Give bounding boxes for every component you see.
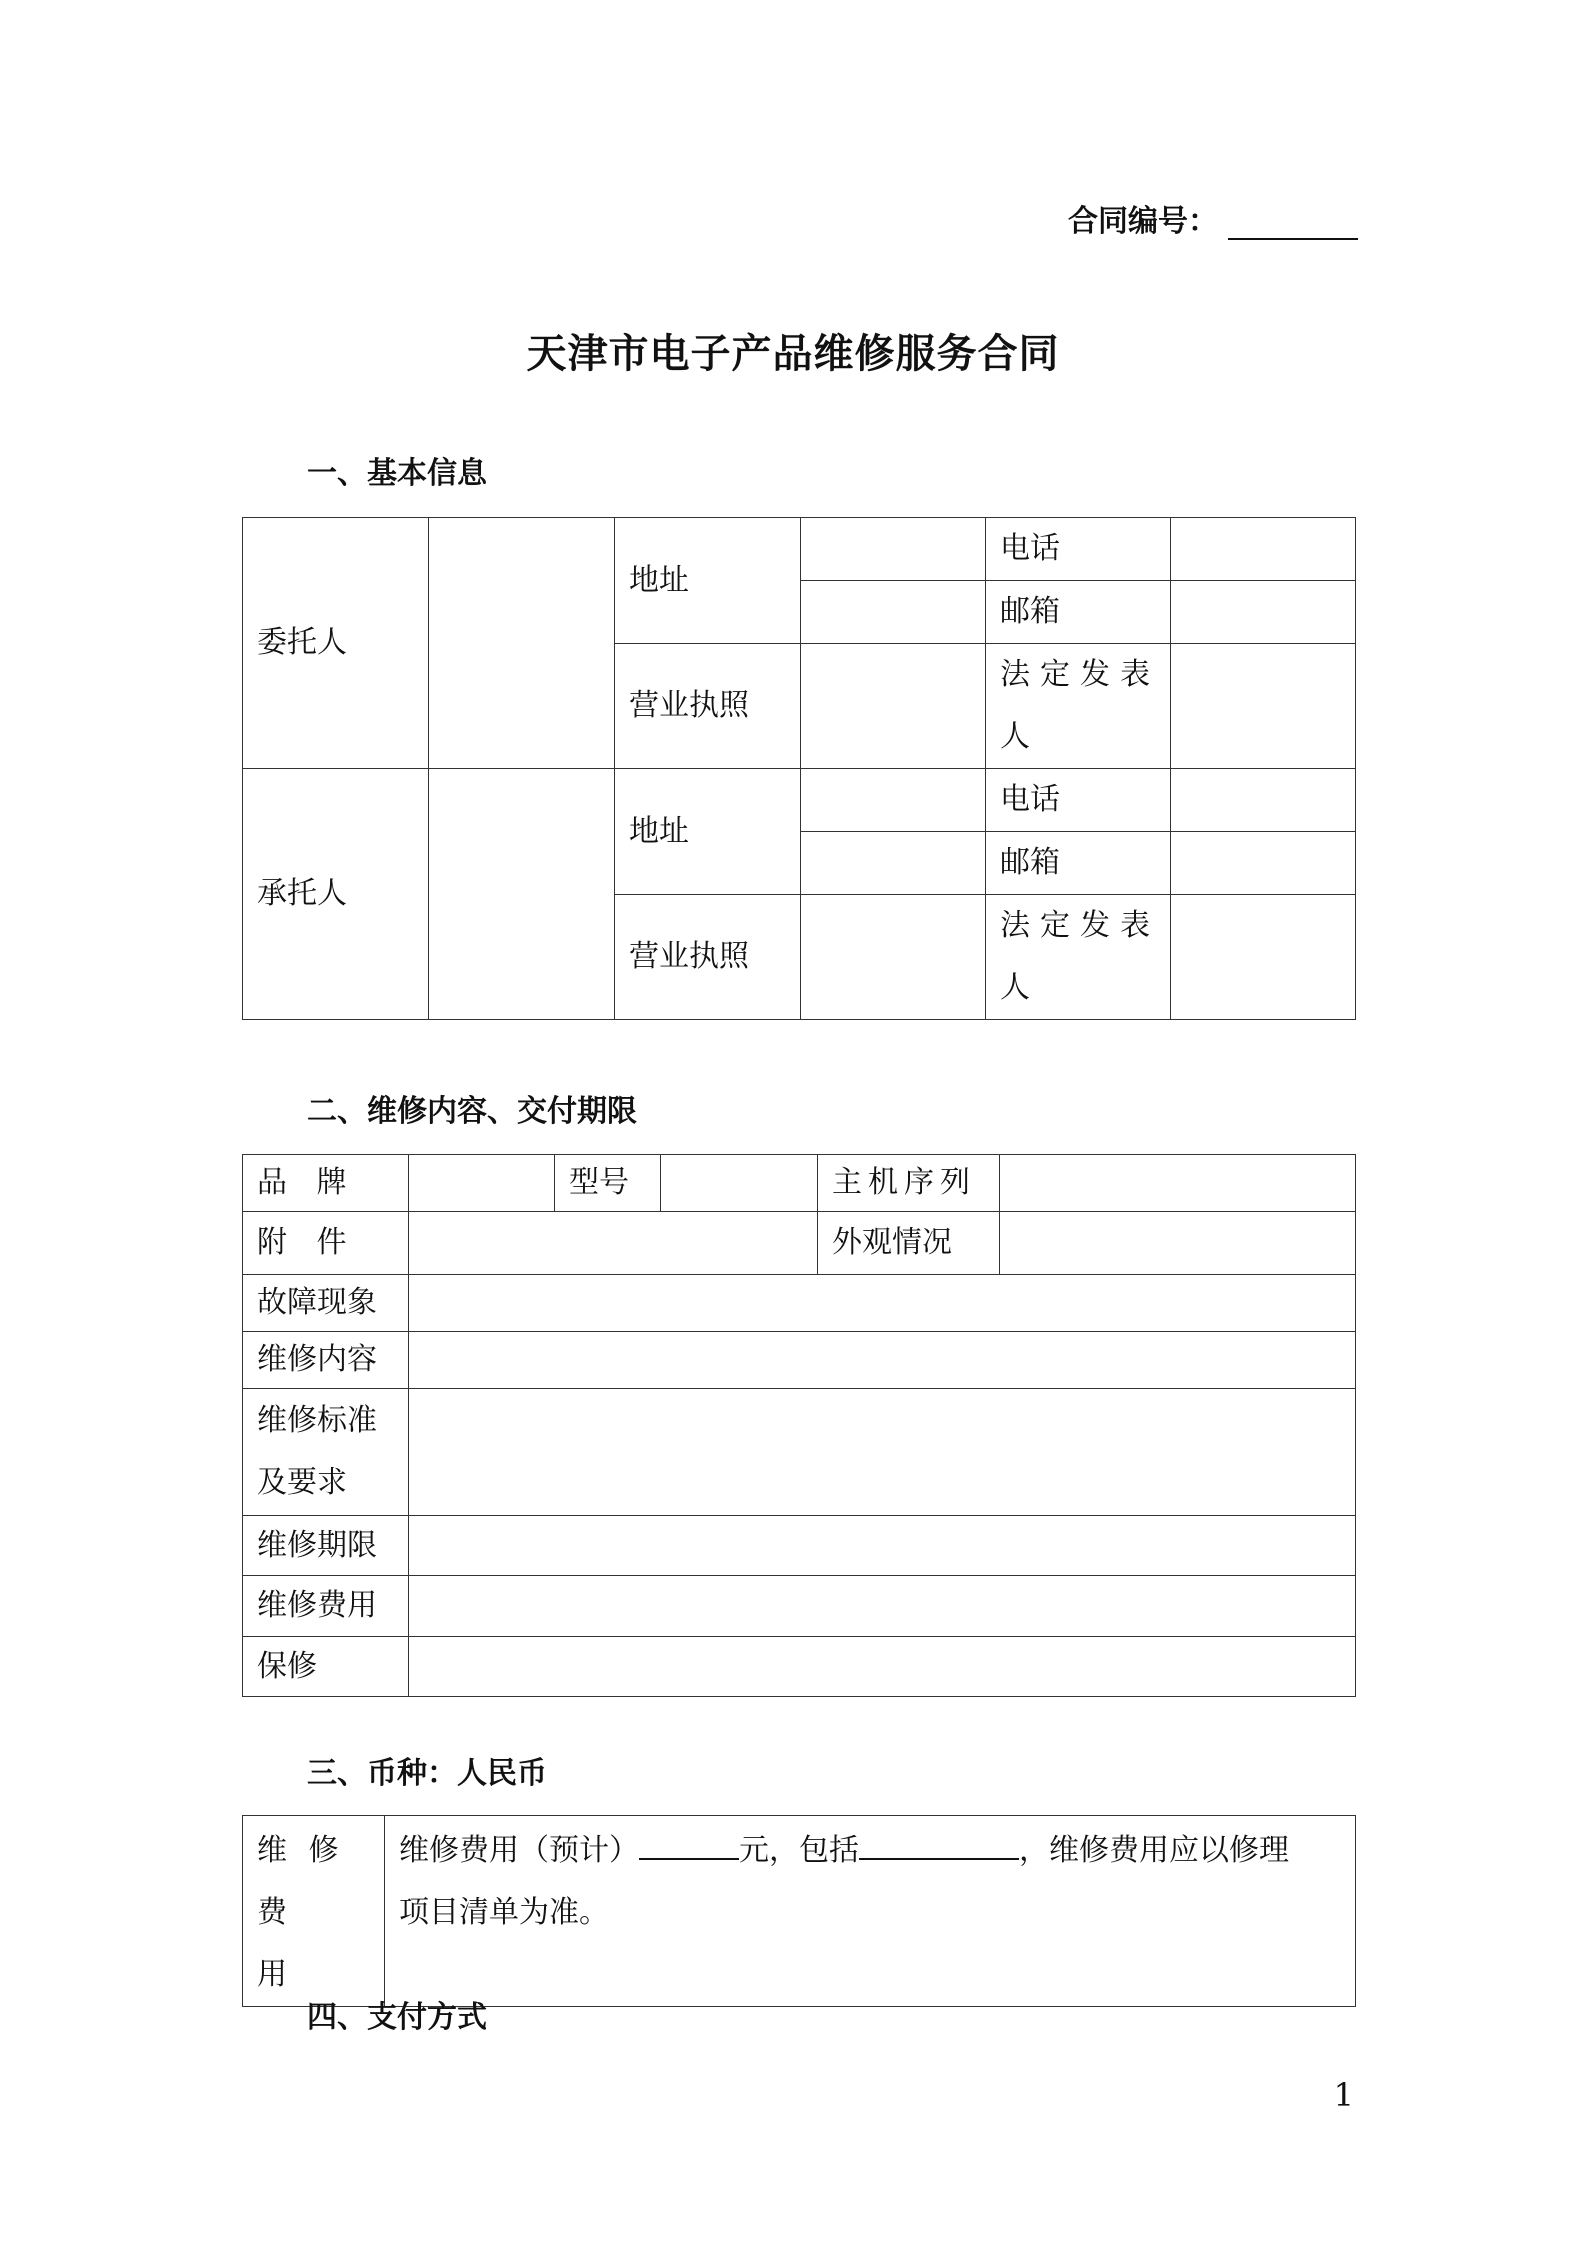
repair-standard-label bbox=[243, 1389, 409, 1516]
section-heading-currency: 三、币种：人民币 bbox=[307, 1756, 547, 1791]
fee-label bbox=[243, 1816, 385, 2007]
fee-label-line2: 用 bbox=[257, 1957, 293, 1992]
serial-cell[interactable] bbox=[1000, 1155, 1356, 1212]
fee-includes-blank[interactable] bbox=[859, 1824, 1019, 1860]
repair-fee-label: 维修费用 bbox=[243, 1576, 409, 1637]
repair-content-cell[interactable] bbox=[409, 1332, 1356, 1389]
fee-text-part2: 元，包括 bbox=[739, 1833, 859, 1868]
document-title: 天津市电子产品维修服务合同 bbox=[526, 331, 1060, 377]
legal-rep-line1: 法定发表 bbox=[1000, 657, 1160, 692]
model-label: 型号 bbox=[555, 1155, 661, 1212]
contractor-email-label: 邮箱 bbox=[986, 832, 1171, 895]
estimated-fee-blank[interactable] bbox=[639, 1824, 739, 1860]
legal-rep-line2: 人 bbox=[1000, 970, 1040, 1005]
fee-description bbox=[385, 1816, 1356, 2007]
contractor-address-cell-2[interactable] bbox=[801, 832, 986, 895]
principal-license-label: 营业执照 bbox=[615, 644, 801, 769]
fault-label: 故障现象 bbox=[243, 1275, 409, 1332]
repair-fee-cell[interactable] bbox=[409, 1576, 1356, 1637]
principal-phone-label: 电话 bbox=[986, 518, 1171, 581]
basic-info-table bbox=[242, 517, 1356, 1020]
section-heading-basic-info: 一、基本信息 bbox=[307, 456, 487, 491]
contract-number bbox=[1068, 196, 1358, 240]
contractor-legal-rep-cell[interactable] bbox=[1171, 895, 1356, 1020]
contract-number-blank[interactable] bbox=[1228, 204, 1358, 240]
contractor-address-label: 地址 bbox=[615, 769, 801, 895]
principal-license-cell[interactable] bbox=[801, 644, 986, 769]
contractor-name-cell[interactable] bbox=[429, 769, 615, 1020]
contractor-legal-rep-label bbox=[986, 895, 1171, 1020]
appearance-cell[interactable] bbox=[1000, 1212, 1356, 1275]
fee-text-part3: ，维修费用应以修理 bbox=[1019, 1833, 1289, 1868]
contractor-email-cell[interactable] bbox=[1171, 832, 1356, 895]
repair-content-label: 维修内容 bbox=[243, 1332, 409, 1389]
principal-address-label: 地址 bbox=[615, 518, 801, 644]
contractor-address-cell[interactable] bbox=[801, 769, 986, 832]
serial-label: 主机序列 bbox=[818, 1155, 1000, 1212]
principal-phone-cell[interactable] bbox=[1171, 518, 1356, 581]
repair-period-cell[interactable] bbox=[409, 1516, 1356, 1576]
fee-table bbox=[242, 1815, 1356, 2007]
standard-line2: 及要求 bbox=[257, 1465, 347, 1500]
accessories-cell[interactable] bbox=[409, 1212, 818, 1275]
principal-name-cell[interactable] bbox=[429, 518, 615, 769]
principal-label: 委托人 bbox=[243, 518, 429, 769]
principal-address-cell-2[interactable] bbox=[801, 581, 986, 644]
fee-text-line2: 项目清单为准。 bbox=[399, 1895, 609, 1930]
contractor-license-cell[interactable] bbox=[801, 895, 986, 1020]
legal-rep-line1: 法定发表 bbox=[1000, 908, 1160, 943]
standard-line1: 维修标准 bbox=[257, 1403, 377, 1438]
fee-text-part1: 维修费用（预计） bbox=[399, 1833, 639, 1868]
section-heading-repair: 二、维修内容、交付期限 bbox=[307, 1094, 637, 1129]
contractor-phone-cell[interactable] bbox=[1171, 769, 1356, 832]
page-number: 1 bbox=[1333, 2076, 1354, 2114]
principal-email-label: 邮箱 bbox=[986, 581, 1171, 644]
principal-legal-rep-label bbox=[986, 644, 1171, 769]
brand-cell[interactable] bbox=[409, 1155, 555, 1212]
accessories-label: 附 件 bbox=[243, 1212, 409, 1275]
fee-label-line1: 维 修 费 bbox=[257, 1833, 345, 1930]
repair-period-label: 维修期限 bbox=[243, 1516, 409, 1576]
contractor-license-label: 营业执照 bbox=[615, 895, 801, 1020]
repair-standard-cell[interactable] bbox=[409, 1389, 1356, 1516]
legal-rep-line2: 人 bbox=[1000, 719, 1040, 754]
contractor-phone-label: 电话 bbox=[986, 769, 1171, 832]
principal-address-cell[interactable] bbox=[801, 518, 986, 581]
warranty-label: 保修 bbox=[243, 1637, 409, 1697]
principal-legal-rep-cell[interactable] bbox=[1171, 644, 1356, 769]
warranty-cell[interactable] bbox=[409, 1637, 1356, 1697]
model-cell[interactable] bbox=[661, 1155, 818, 1212]
contract-number-label: 合同编号： bbox=[1068, 204, 1218, 239]
appearance-label: 外观情况 bbox=[818, 1212, 1000, 1275]
repair-content-table bbox=[242, 1154, 1356, 1697]
section-heading-payment: 四、支付方式 bbox=[307, 2000, 487, 2035]
fault-cell[interactable] bbox=[409, 1275, 1356, 1332]
brand-label: 品 牌 bbox=[243, 1155, 409, 1212]
principal-email-cell[interactable] bbox=[1171, 581, 1356, 644]
contractor-label: 承托人 bbox=[243, 769, 429, 1020]
